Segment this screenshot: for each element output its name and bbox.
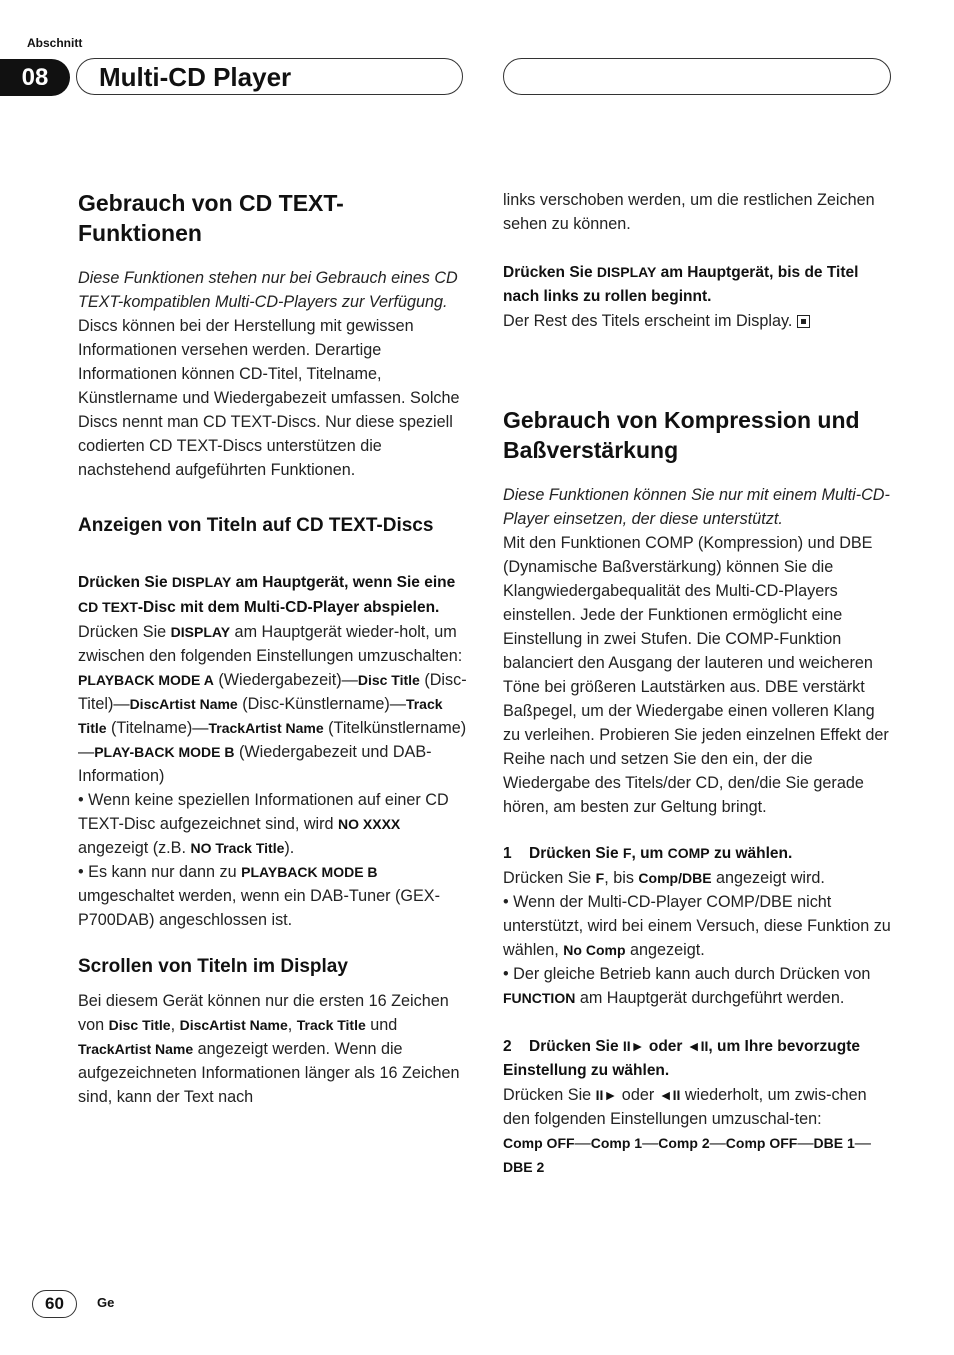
intro-body-right: Mit den Funktionen COMP (Kompression) und DBE (Dynamische Baßverstärkung) können Sie die Klangwiedergabequalität des Multi-CD-Players einstellen. Jede der Funktionen ermöglicht eine Einstellung in zwei Stufen. Die COMP-Funktion balanciert den Ausgang der lauteren und weicheren Töne bei größeren Lautstärken aus. DBE verstärkt Baßpegel, um der Wiedergabe einen volleren Klang zu verleihen. Probieren Sie jeden einzelnen Effekt der Reihe nach und setzen Sie den ein, der die Wiedergabe des Titels/der CD, den/die Sie gerade hören, am besten zur Geltung bringt. <box>503 534 889 816</box>
section-label: Abschnitt <box>27 36 83 50</box>
intro-italic-right: Diese Funktionen können Sie nur mit einem Multi-CD-Player einsetzen, der diese unterstützt. <box>503 486 890 528</box>
comp-sequence: Comp OFF—Comp 1—Comp 2—Comp OFF—DBE 1—DBE 2 <box>503 1134 871 1175</box>
language-code: Ge <box>97 1295 115 1310</box>
step-2: 2 Drücken Sie II► oder ◄II, um Ihre bevorzugte Einstellung zu wählen. <box>503 1038 860 1079</box>
heading-compression: Gebrauch von Kompression und Baßverstärkung <box>503 407 860 463</box>
bullet-playback-b: • Es kann nur dann zu PLAYBACK MODE B umgeschaltet werden, wenn ein DAB-Tuner (GEX-P700DAB) angeschlossen ist. <box>78 863 440 929</box>
paragraph-scroll: Bei diesem Gerät können nur die ersten 16 Zeichen von Disc Title, DiscArtist Name, Track Title und TrackArtist Name angezeigt werden. Wenn die aufgezeichneten Informationen länger als 16 Zeichen sind, kann der Text nach <box>78 992 460 1106</box>
step-scroll: Drücken Sie DISPLAY am Hauptgerät, bis de Titel nach links zu rollen beginnt. <box>503 264 859 305</box>
paragraph-display: Drücken Sie DISPLAY am Hauptgerät wieder-holt, um zwischen den folgenden Einstellungen umzuschalten: <box>78 623 463 665</box>
bullet-no-info: • Wenn keine speziellen Informationen auf einer CD TEXT-Disc aufgezeichnet sind, wird NO XXXX angezeigt (z.B. NO Track Title). <box>78 791 449 857</box>
chapter-title: Multi-CD Player <box>99 62 292 92</box>
heading-show-titles: Anzeigen von Titeln auf CD TEXT-Discs <box>78 515 434 536</box>
heading-cd-text: Gebrauch von CD TEXT-Funktionen <box>78 190 344 246</box>
display-sequence: PLAYBACK MODE A (Wiedergabezeit)—Disc Title (Disc-Titel)—DiscArtist Name (Disc-Künstlername)—Track Title (Titelname)—TrackArtist Name (Titelkünstlername)—PLAY-BACK MODE B (Wiedergabezeit und DAB-Information) <box>78 671 467 785</box>
right-column <box>503 188 893 1179</box>
step-1: 1 Drücken Sie F, um COMP zu wählen. <box>503 845 793 862</box>
chapter-number-badge: 08 <box>0 59 70 96</box>
scroll-continuation: links verschoben werden, um die restlichen Zeichen sehen zu können. <box>503 191 875 233</box>
scroll-result: Der Rest des Titels erscheint im Display. <box>503 309 893 333</box>
step-display: Drücken Sie DISPLAY am Hauptgerät, wenn Sie eine CD TEXT-Disc mit dem Multi-CD-Player abspielen. <box>78 574 456 616</box>
step-1-bullet-2: • Der gleiche Betrieb kann auch durch Drücken von FUNCTION am Hauptgerät durchgeführt werden. <box>503 965 871 1007</box>
left-column <box>78 188 468 1109</box>
intro-italic: Diese Funktionen stehen nur bei Gebrauch eines CD TEXT-kompatiblen Multi-CD-Players zur Verfügung. <box>78 269 458 311</box>
intro-body: Discs können bei der Herstellung mit gewissen Informationen versehen werden. Derartige Informationen können CD-Titel, Titelname, Künstlername und Wiedergabezeit umfassen. Solche Discs nennt man CD TEXT-Discs. Nur diese speziell codierten CD TEXT-Discs unterstützen die nachstehend aufgeführten Funktionen. <box>78 317 460 479</box>
header-right-box <box>503 58 891 95</box>
page-number: 60 <box>32 1290 77 1318</box>
heading-scroll-titles: Scrollen von Titeln im Display <box>78 956 348 977</box>
step-1-bullet-1: • Wenn der Multi-CD-Player COMP/DBE nicht unterstützt, wird bei einem Versuch, diese Funktion zu wählen, No Comp angezeigt. <box>503 893 891 959</box>
chapter-title-box <box>76 58 463 95</box>
stop-icon <box>797 315 810 328</box>
step-1-body: Drücken Sie F, bis Comp/DBE angezeigt wird. <box>503 869 825 887</box>
step-2-body: Drücken Sie II► oder ◄II wiederholt, um zwis-chen den folgenden Einstellungen umzuschal-ten: <box>503 1086 867 1128</box>
